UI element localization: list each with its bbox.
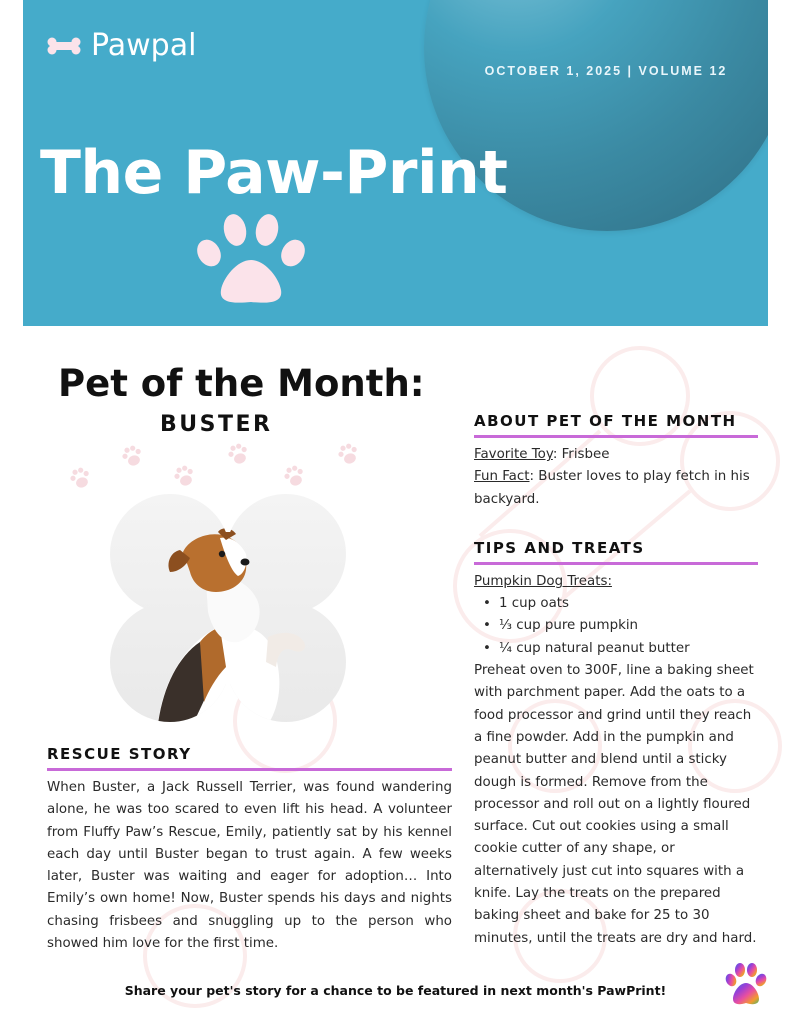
fun-fact-line xyxy=(474,466,758,511)
ingredient-item: • ¼ cup natural peanut butter xyxy=(474,638,758,660)
rescue-story-section xyxy=(47,745,452,955)
favorite-toy-label: Favorite Toy xyxy=(474,447,553,462)
newsletter-title: The Paw-Print xyxy=(40,138,508,208)
favorite-toy-line xyxy=(474,444,758,466)
tips-section xyxy=(474,539,758,950)
recipe-title: Pumpkin Dog Treats: xyxy=(474,573,612,589)
bone-icon xyxy=(47,37,81,55)
ingredient-item: • ⅓ cup pure pumpkin xyxy=(474,615,758,637)
brand-logo xyxy=(47,28,196,63)
header-banner xyxy=(23,0,768,326)
favorite-toy-value: : Frisbee xyxy=(552,447,610,462)
pet-name: BUSTER xyxy=(160,412,273,437)
paw-trail-icon xyxy=(60,440,380,500)
about-section xyxy=(474,412,758,511)
about-body xyxy=(474,444,758,511)
fun-fact-value: : Buster loves to play fetch in his backyard. xyxy=(474,469,750,507)
rescue-story-body: When Buster, a Jack Russell Terrier, was found wandering alone, he was too scared to even lift his head. A volunteer from Fluffy Paw’s Rescue, Emily, patiently sat by his kennel each day until Buster began to trust again. A few weeks later, Buster was waiting and eager for adoption… Into Emily’s own home! Now, Buster spends his days and nights chasing frisbees and snuggling up to the person who showed him love for the first time. xyxy=(47,780,452,952)
footer-call-to-action: Share your pet's story for a chance to be featured in next month's PawPrint! xyxy=(124,983,667,998)
ingredient-item: • 1 cup oats xyxy=(474,593,758,615)
recipe-instructions: Preheat oven to 300F, line a baking sheet with parchment paper. Add the oats to a food processor and grind until they reach a fine powder. Add in the pumpkin and peanut butter and blend until a sticky dough is formed. Remove from the processor and roll out on a lightly floured surface. Cut out cookies using a small cookie cutter of any shape, or alternatively just cut into squares with a knife. Lay the treats on the prepared baking sheet and bake for 25 to 30 minutes, until the treats are dry and hard. xyxy=(474,663,757,946)
paw-print-icon xyxy=(193,210,313,305)
fun-fact-label: Fun Fact xyxy=(474,469,530,485)
issue-dateline: OCTOBER 1, 2025 | VOLUME 12 xyxy=(484,64,728,78)
right-column xyxy=(474,412,758,950)
tips-heading: TIPS AND TREATS xyxy=(474,539,758,565)
brand-name: Pawpal xyxy=(91,28,197,63)
ingredient-list xyxy=(474,593,758,660)
rescue-story-heading: RESCUE STORY xyxy=(47,745,452,771)
pet-of-month-heading: Pet of the Month: xyxy=(58,362,425,405)
pet-photo xyxy=(108,492,348,724)
rainbow-paw-icon xyxy=(724,963,768,1007)
about-heading: ABOUT PET OF THE MONTH xyxy=(474,412,758,438)
